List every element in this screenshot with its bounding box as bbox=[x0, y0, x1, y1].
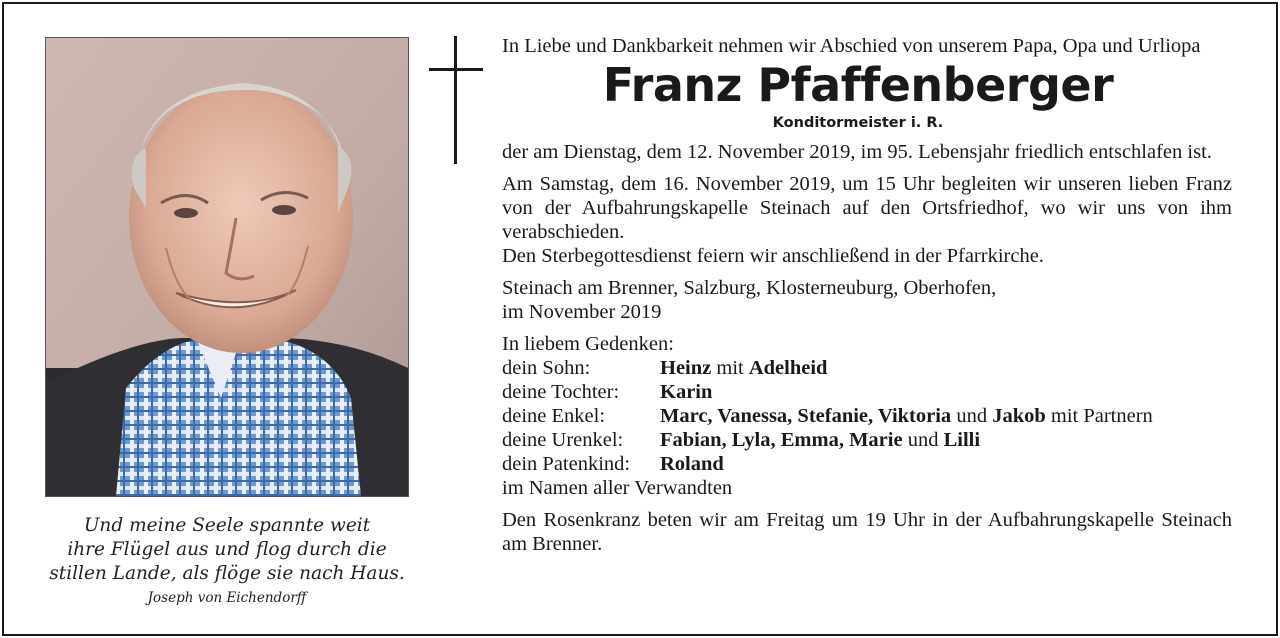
relative-label: deine Tochter: bbox=[502, 381, 620, 403]
rosary-notice: Den Rosenkranz beten wir am Freitag um 19 Uhr in der Aufbahrungskapelle Steinach am Brenner. bbox=[502, 509, 1232, 555]
deceased-title: Konditormeister i. R. bbox=[772, 115, 944, 131]
poem-author: Joseph von Eichendorff bbox=[147, 590, 307, 606]
mass-notice: Den Sterbegottesdienst feiern wir anschließend in der Pfarrkirche. bbox=[502, 245, 1044, 267]
relative-row bbox=[502, 404, 1232, 428]
relative-row bbox=[502, 428, 1232, 452]
relative-row bbox=[502, 356, 1232, 380]
places-text: Steinach am Brenner, Salzburg, Klosterneuburg, Oberhofen, bbox=[502, 277, 997, 299]
poem-line: ihre Flügel aus und flog durch die bbox=[67, 539, 387, 560]
family-closing: im Namen aller Verwandten bbox=[502, 477, 733, 499]
relative-name: Jakob bbox=[992, 405, 1046, 427]
relative-label: deine Enkel: bbox=[502, 405, 606, 427]
relative-name: Marc, Vanessa, Stefanie, Viktoria bbox=[660, 405, 952, 427]
intro-text: In Liebe und Dankbarkeit nehmen wir Abschied von unserem Papa, Opa und Urliopa bbox=[502, 35, 1201, 57]
memory-heading: In liebem Gedenken: bbox=[502, 333, 674, 355]
relative-name: Roland bbox=[660, 453, 724, 475]
relative-label: deine Urenkel: bbox=[502, 429, 624, 451]
relative-name: Heinz bbox=[660, 357, 712, 379]
cross-icon bbox=[454, 36, 457, 164]
relative-connector: mit bbox=[711, 357, 749, 379]
relative-row bbox=[502, 452, 1232, 476]
relative-name: Lilli bbox=[943, 429, 981, 451]
date-text: im November 2019 bbox=[502, 301, 662, 323]
obituary-text bbox=[502, 34, 1232, 556]
relative-name: Adelheid bbox=[748, 357, 828, 379]
relative-name: Karin bbox=[660, 381, 713, 403]
cross-icon-bar bbox=[429, 68, 483, 71]
deceased-name: Franz Pfaffenberger bbox=[602, 58, 1114, 112]
funeral-notice: Am Samstag, dem 16. November 2019, um 15 Uhr begleiten wir unseren lieben Franz von der Aufbahrungskapelle Steinach auf den Ortsfriedhof, wo wir uns von ihm verabschieden. bbox=[502, 173, 1232, 243]
relative-label: dein Sohn: bbox=[502, 357, 591, 379]
poem-line: stillen Lande, als flöge sie nach Haus. bbox=[49, 563, 405, 584]
relative-connector: und bbox=[951, 405, 993, 427]
poem-line: Und meine Seele spannte weit bbox=[83, 515, 371, 536]
relative-row bbox=[502, 380, 1232, 404]
relative-name: Fabian, Lyla, Emma, Marie bbox=[660, 429, 903, 451]
relative-label: dein Patenkind: bbox=[502, 453, 631, 475]
portrait-photo bbox=[45, 37, 409, 497]
relative-connector: mit Partnern bbox=[1045, 405, 1153, 427]
poem bbox=[30, 514, 424, 609]
death-notice: der am Dienstag, dem 12. November 2019, im 95. Lebensjahr friedlich entschlafen ist. bbox=[502, 141, 1212, 163]
relative-connector: und bbox=[902, 429, 944, 451]
